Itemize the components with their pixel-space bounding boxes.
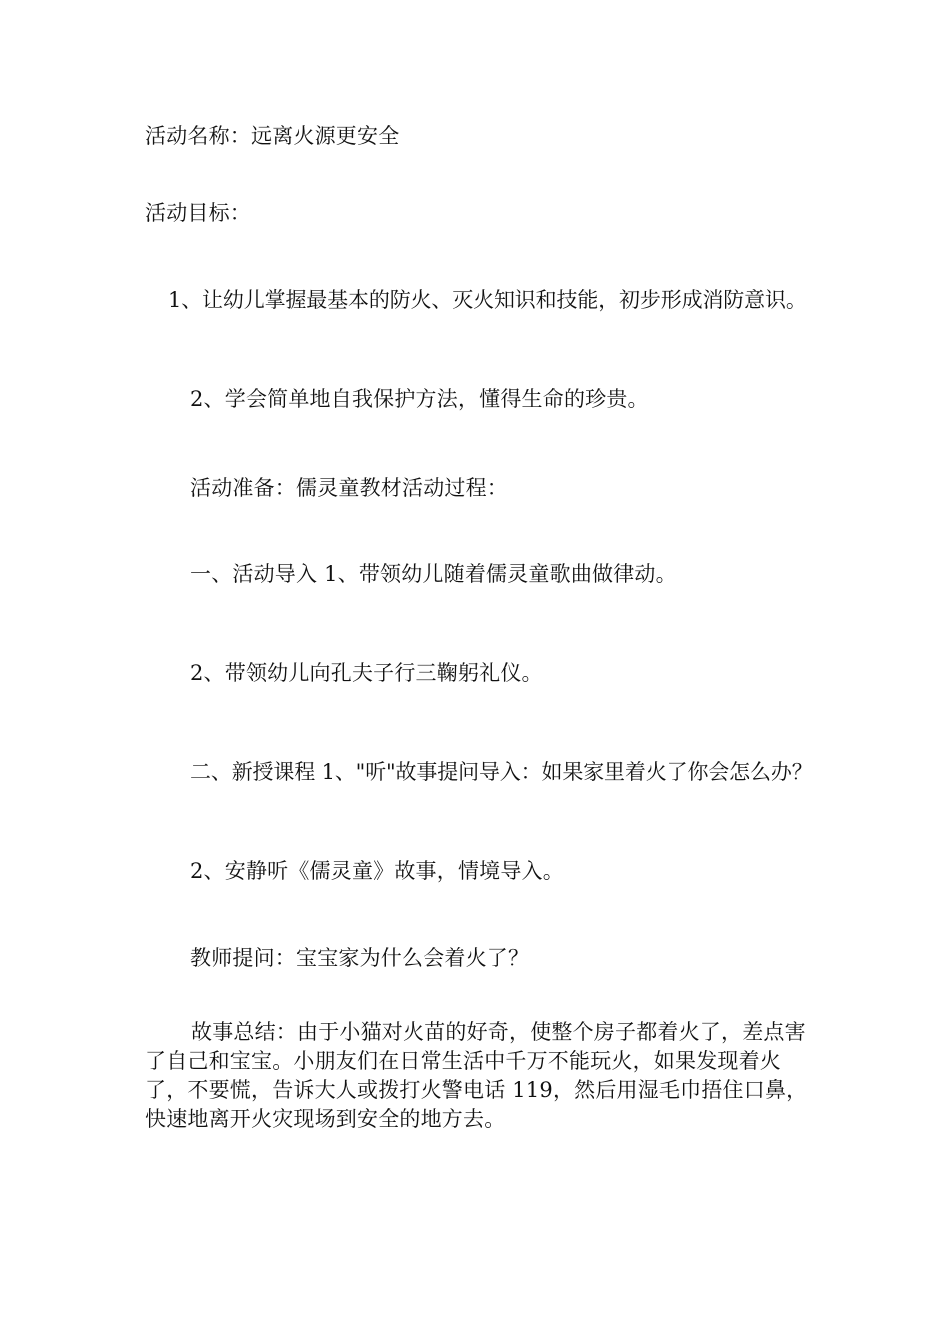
process-step-2: 二、新授课程 1、"听"故事提问导入：如果家里着火了你会怎么办？	[190, 760, 813, 784]
activity-goal-label: 活动目标：	[145, 201, 251, 225]
goal-item-2: 2、学会简单地自我保护方法，懂得生命的珍贵。	[190, 387, 649, 411]
process-step-1: 一、活动导入 1、带领幼儿随着儒灵童歌曲做律动。	[190, 562, 677, 586]
activity-name: 活动名称：远离火源更安全	[145, 124, 400, 148]
goal-item-1: 1、让幼儿掌握最基本的防火、灭火知识和技能，初步形成消防意识。	[168, 288, 807, 312]
process-step-2-item-2: 2、安静听《儒灵童》故事，情境导入。	[190, 859, 564, 883]
story-summary: 故事总结：由于小猫对火苗的好奇，使整个房子都着火了，差点害了自己和宝宝。小朋友们在日常生活中千万不能玩火，如果发现着火了，不要慌，告诉大人或拨打火警电话 119，然后用湿毛巾捂住口鼻，快速地离开火灾现场到安全的地方去。	[145, 1020, 808, 1131]
activity-preparation: 活动准备：儒灵童教材活动过程：	[190, 476, 508, 500]
teacher-question: 教师提问：宝宝家为什么会着火了？	[190, 946, 530, 970]
process-step-1-item-2: 2、带领幼儿向孔夫子行三鞠躬礼仪。	[190, 661, 543, 685]
